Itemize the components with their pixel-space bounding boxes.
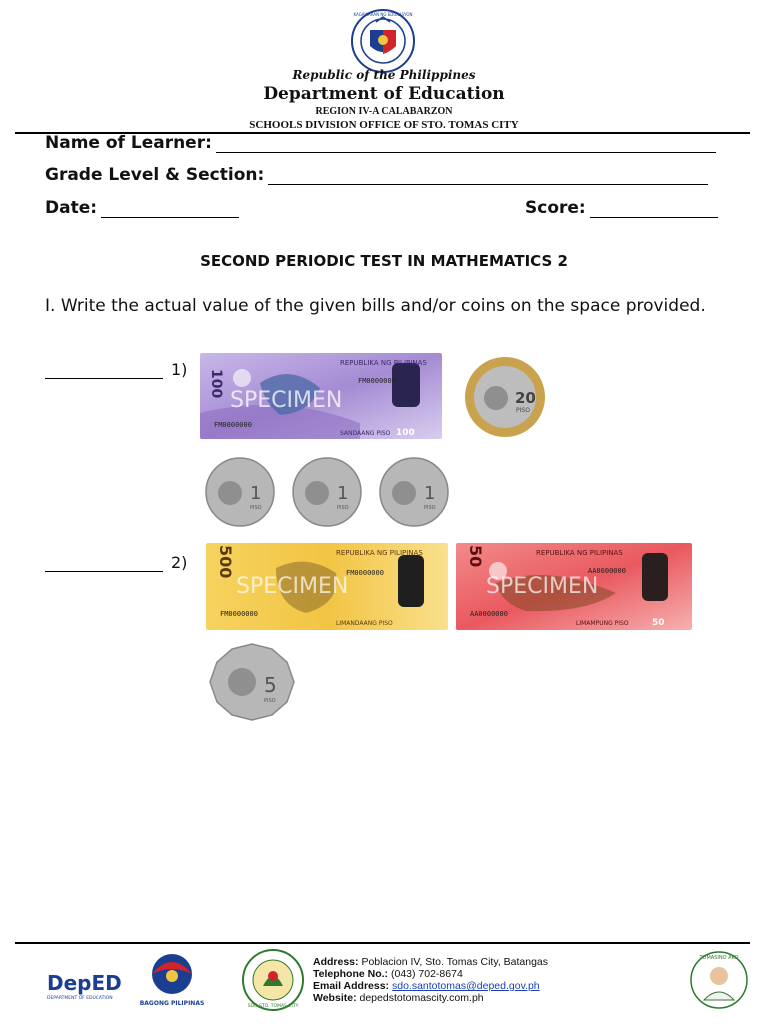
date-blank[interactable]: [101, 203, 239, 218]
name-field: [45, 133, 716, 153]
instruction-text: I. Write the actual value of the given bills and/or coins on the space provided.: [45, 296, 706, 316]
bill-500-serial-bottom: FM0000000: [220, 610, 258, 618]
bill-50-value: 50: [652, 618, 665, 628]
score-field: [525, 198, 718, 218]
coin-20-value: 20: [515, 389, 536, 407]
grade-blank[interactable]: [268, 170, 708, 185]
seal-ring-text: KAGAWARAN NG EDUKASYON: [353, 12, 413, 17]
address-value: Poblacion IV, Sto. Tomas City, Batangas: [361, 956, 549, 968]
bill-100-serial-top: FM0000000: [358, 377, 396, 385]
region-heading: REGION IV-A CALABARZON: [315, 106, 453, 117]
coin-1-value: 1: [424, 483, 436, 504]
coin-20-unit: PISO: [516, 407, 530, 414]
coin-5-piso: [208, 642, 296, 722]
website-link[interactable]: depedstotomascity.com.ph: [359, 992, 484, 1004]
bagong-pilipinas-text: BAGONG PILIPINAS: [139, 1000, 205, 1007]
bill-100-value: 100: [396, 428, 415, 438]
bill-500-corner-value: 500: [216, 545, 235, 579]
bill-500-name: LIMANDAANG PISO: [336, 620, 393, 627]
question-number-2: 2): [171, 553, 188, 572]
bill-500-serial-top: FM0000000: [346, 569, 384, 577]
division-heading: SCHOOLS DIVISION OFFICE OF STO. TOMAS CITY: [249, 119, 519, 131]
bill-50-name: LIMAMPUNG PISO: [576, 620, 629, 627]
website-label: Website:: [313, 992, 357, 1004]
bill-100-name: SANDAANG PISO: [340, 430, 391, 437]
score-blank[interactable]: [590, 203, 718, 218]
coin-1-piso: [374, 457, 454, 527]
coin-1-unit: PISO: [424, 505, 436, 511]
answer-blank-2[interactable]: [45, 561, 163, 572]
coin-20-piso: [458, 356, 552, 438]
test-title: SECOND PERIODIC TEST IN MATHEMATICS 2: [200, 252, 568, 270]
coin-5-value: 5: [264, 673, 277, 697]
bill-50-corner-value: 50: [466, 545, 485, 568]
score-label: Score:: [525, 198, 586, 218]
badge-text: TOMASINO AKO: [699, 955, 739, 961]
bill-100-watermark: SPECIMEN: [230, 388, 343, 413]
phone-value: (043) 702-8674: [390, 968, 463, 980]
deped-logo: [45, 968, 123, 1002]
tomasino-badge-logo: [688, 950, 750, 1010]
bill-50-piso: [456, 543, 692, 630]
phone-label: Telephone No.:: [313, 968, 389, 980]
question-number-1: 1): [171, 360, 188, 379]
coin-5-unit: PISO: [264, 698, 276, 704]
coin-1-value: 1: [337, 483, 349, 504]
coin-1-unit: PISO: [250, 505, 262, 511]
department-heading: Department of Education: [263, 84, 505, 104]
answer-blank-1[interactable]: [45, 368, 163, 379]
bill-500-header: REPUBLIKA NG PILIPINAS: [336, 549, 423, 557]
date-label: Date:: [45, 198, 98, 218]
bill-100-corner-value: 100: [208, 369, 224, 399]
date-field: [45, 198, 239, 218]
bill-50-serial-top: AA0000000: [588, 567, 626, 575]
bill-500-watermark: SPECIMEN: [236, 574, 349, 599]
contact-block: [313, 956, 548, 1004]
bill-100-serial-bottom: FM0000000: [214, 421, 252, 429]
name-label: Name of Learner:: [45, 133, 212, 153]
question-2: [45, 553, 187, 572]
bill-100-piso: [200, 353, 442, 439]
question-1: [45, 360, 187, 379]
bill-100-header: REPUBLIKA NG PILIPINAS: [340, 359, 427, 367]
bagong-pilipinas-logo: [138, 952, 206, 1008]
sdo-seal-logo: [238, 948, 308, 1012]
address-label: Address:: [313, 956, 359, 968]
bill-50-serial-bottom: AA0000000: [470, 610, 508, 618]
deped-logo-text: DepED: [47, 971, 122, 995]
email-link[interactable]: sdo.santotomas@deped.gov.ph: [391, 980, 540, 992]
name-blank[interactable]: [216, 138, 716, 153]
republic-heading: Republic of the Philippines: [292, 68, 476, 82]
email-label: Email Address:: [313, 980, 390, 992]
footer-divider: [15, 942, 750, 944]
grade-label: Grade Level & Section:: [45, 165, 265, 185]
coin-1-piso: [287, 457, 367, 527]
coin-1-piso: [200, 457, 280, 527]
sdo-seal-text: SDO STO. TOMAS CITY: [247, 1004, 299, 1009]
coin-1-value: 1: [250, 483, 262, 504]
deped-logo-subtext: DEPARTMENT OF EDUCATION: [47, 996, 113, 1001]
coin-1-unit: PISO: [337, 505, 349, 511]
grade-field: [45, 165, 708, 185]
bill-50-watermark: SPECIMEN: [486, 574, 599, 599]
deped-seal-logo: [348, 8, 418, 74]
bill-50-header: REPUBLIKA NG PILIPINAS: [536, 549, 623, 557]
bill-500-piso: [206, 543, 448, 630]
